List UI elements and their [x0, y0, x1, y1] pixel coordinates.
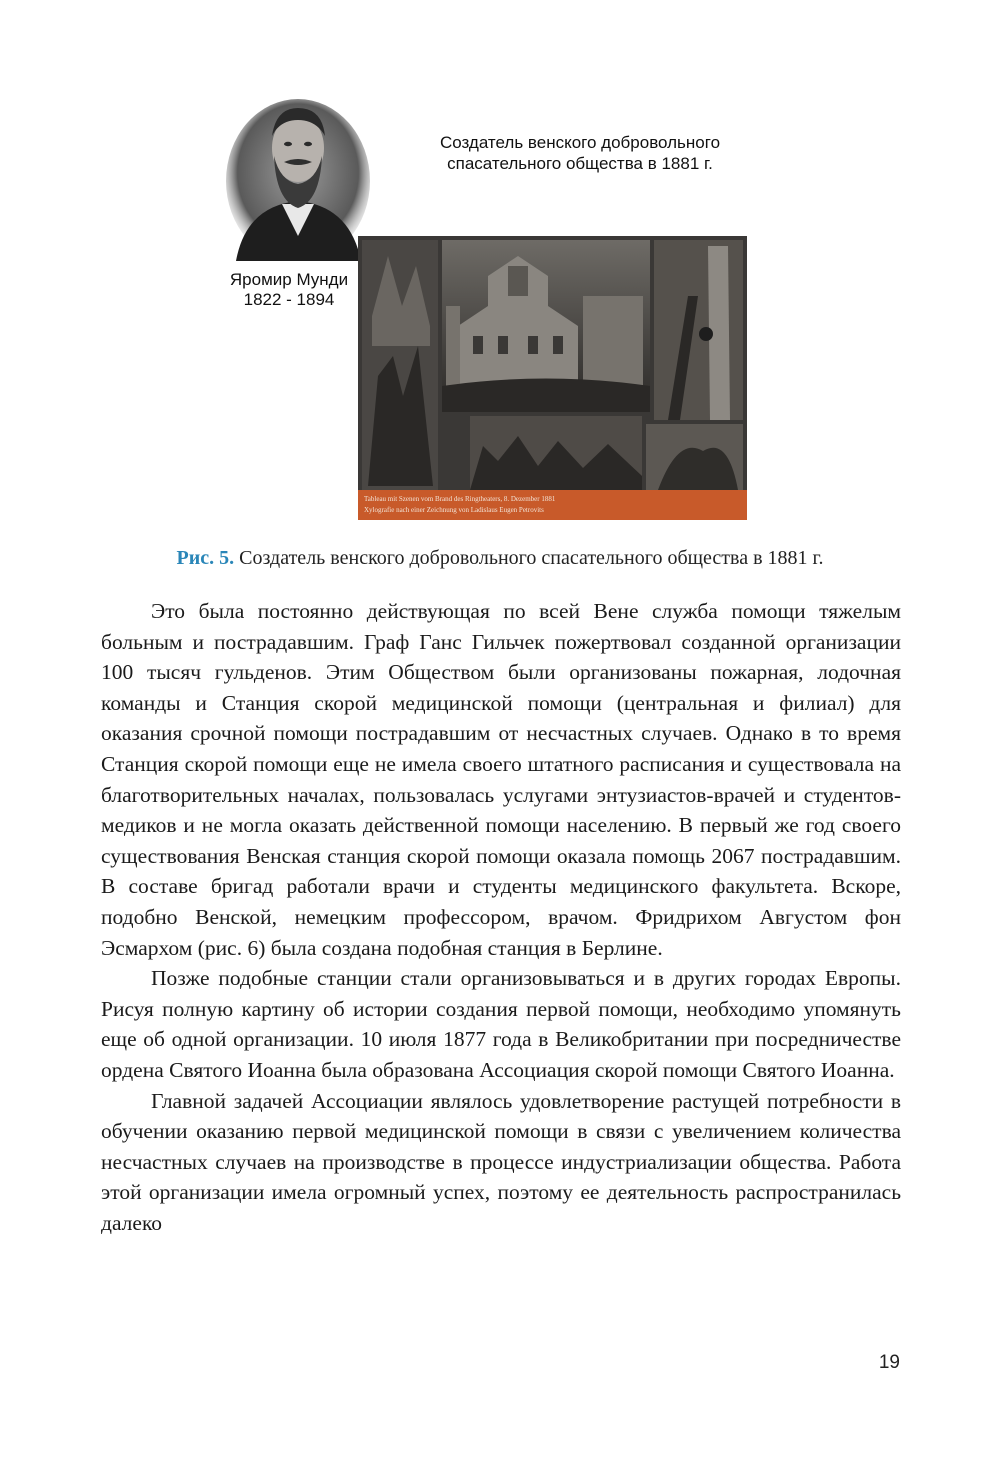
figure-heading	[415, 132, 745, 174]
portrait-photo	[226, 86, 371, 261]
portrait-years: 1822 - 1894	[243, 290, 335, 309]
collage-caption-line2: Xylografie nach einer Zeichnung von Ladislaus Eugen Petrovits	[364, 506, 544, 514]
figure-caption	[100, 545, 900, 571]
portrait-name: Яромир Мунди	[229, 270, 349, 289]
figure-heading-line2: спасательного общества в 1881 г.	[447, 154, 713, 173]
page-number: 19	[878, 1352, 900, 1373]
figure-heading-line1: Создатель венского добровольного	[439, 133, 721, 152]
portrait-caption	[214, 270, 364, 310]
figure-5	[0, 0, 1000, 600]
paragraph-1: Это была постоянно действующая по всей Вене служба помощи тяжелым больным и пострадавшим. Граф Ганс Гильчек пожертвовал созданной организации 100 тысяч гульденов. Этим Обществом были организованы пожарная, лодочная команды и Станция скорой медицинской помощи (центральная и филиал) для оказания срочной помощи пострадавшим от несчастных случаев. Однако в то время Станция скорой помощи еще не имела своего штатного расписания и существовала на благотворительных началах, пользовалась услугами энтузиастов-врачей и студентов-медиков и не могла оказать действенной помощи населению. В первый же год своего существования Венская станция скорой помощи оказала помощь 2067 пострадавшим. В составе бригад работали врачи и студенты медицинского факультета. Вскоре, подобно Венской, немецким профессором, врачом. Фридрихом Августом фон Эсмархом (рис. 6) была создана подобная станция в Берлине.	[101, 599, 901, 960]
figure-caption-label: Рис. 5.	[176, 547, 235, 569]
ringtheater-fire-collage	[358, 236, 747, 520]
body-text	[101, 596, 901, 1238]
paragraph-3: Главной задачей Ассоциации являлось удовлетворение растущей потребности в обучении оказанию первой медицинской помощи в связи с увеличением количества несчастных случаев на производстве в процессе индустриализации общества. Работа этой организации имела огромный успех, поэтому ее деятельность распространилась далеко	[101, 1088, 901, 1235]
paragraph-2: Позже подобные станции стали организовываться и в других городах Европы. Рисуя полную картину об истории создания первой помощи, необходимо упомянуть еще об одной организации. 10 июля 1877 года в Великобритании при посредничестве ордена Святого Иоанна была образована Ассоциация скорой помощи Святого Иоанна.	[101, 966, 901, 1082]
collage-caption-line1: Tableau mit Szenen vom Brand des Ringtheaters, 8. Dezember 1881	[364, 495, 556, 503]
figure-caption-text: Создатель венского добровольного спасательного общества в 1881 г.	[234, 547, 824, 569]
